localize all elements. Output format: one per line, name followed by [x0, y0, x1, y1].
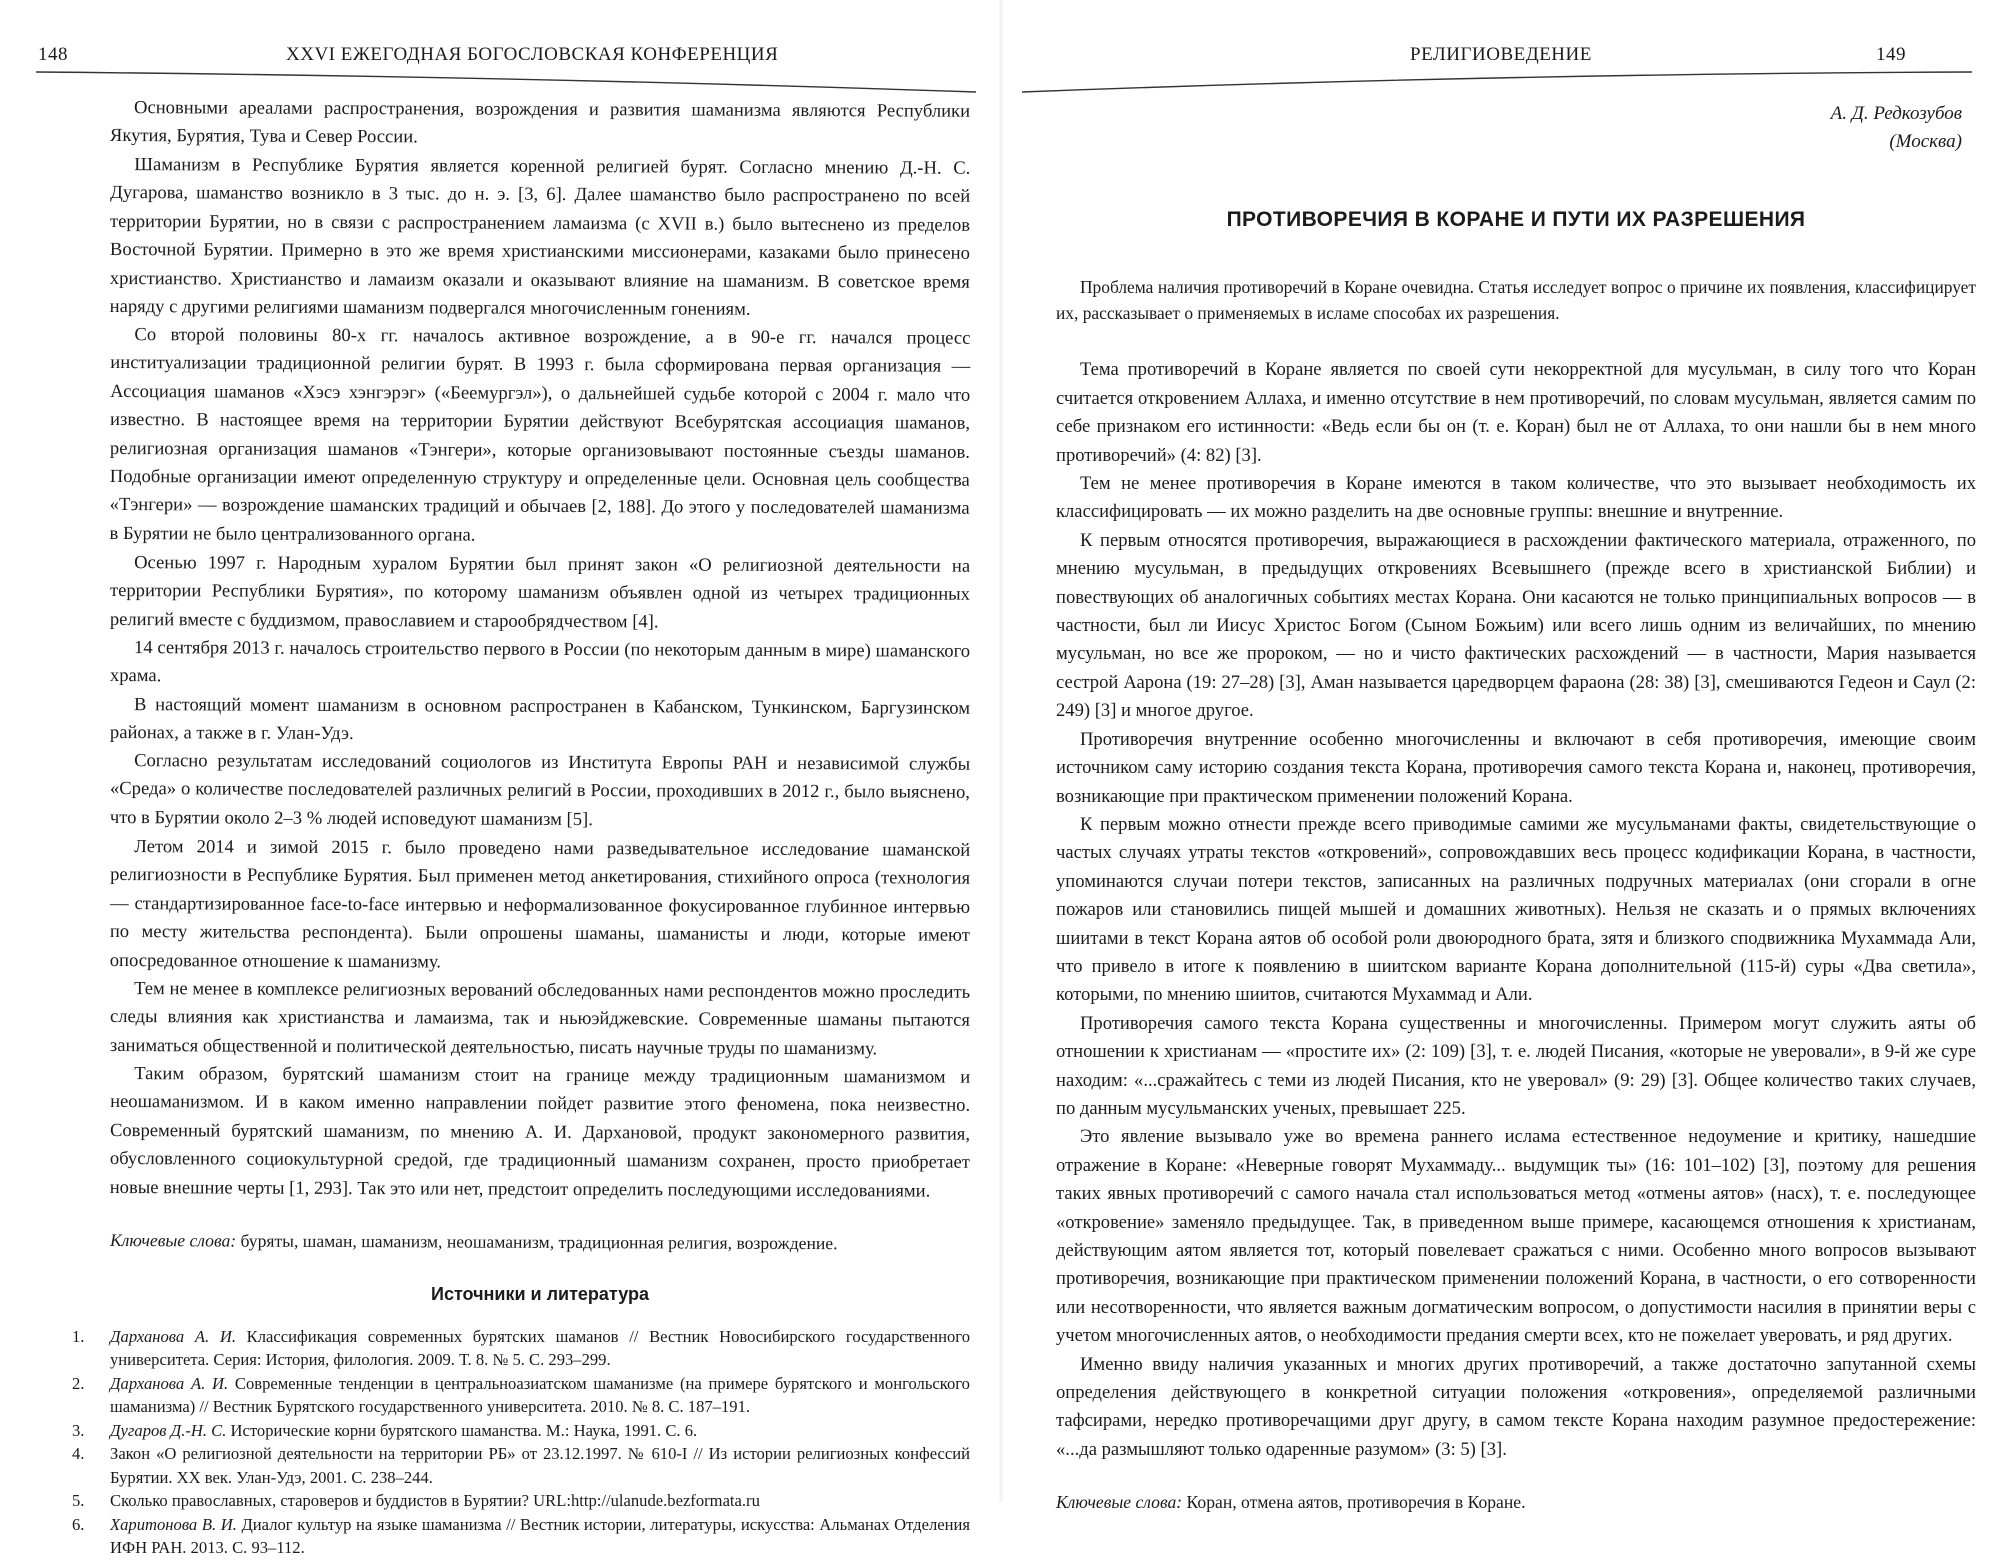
paragraph: Основными ареалами распространения, возрождения и развития шаманизма являются Республики Якутия, Бурятия, Тува и Север России.: [109, 97, 971, 148]
paragraph: Противоречия самого текста Корана существенны и многочисленны. Примером могут служить аяты об отношении к христианам — «простите их» (2: 109) [3], т. е. людей Писания, «которые не уверовали», в 9-й же суре находим: «...сражайтесь с теми из людей Писания, кто не уверовал» (9: 29) [3]. Общее количество таких случаев, по данным мусульманских ученых, превышает 225.: [1056, 1012, 1976, 1119]
keywords: [1056, 1488, 1976, 1516]
keywords-text: буряты, шаман, шаманизм, неошаманизм, традиционная религия, возрождение.: [236, 1230, 838, 1254]
author-name: А. Д. Редкозубов: [1830, 103, 1962, 124]
author-city: (Москва): [1889, 131, 1962, 152]
paragraph: Летом 2014 и зимой 2015 г. было проведено нами разведывательное исследование шаманской религиозности в Республике Бурятия. Был применен метод анкетирования, стихийного опроса (технология — стандартизированное face-to-face интервью и неформализованное фокусированное глубинное интервью по месту жительства респондента). Были опрошены шаманы, шаманисты и люди, которые имеют опосредованное отношение к шаманизму.: [109, 835, 971, 972]
paragraph: Именно ввиду наличия указанных и многих других противоречий, а также достаточно запутанной схемы определения действующего в конкретной ситуации положения «откровения», определяемой различными тафсирами, нередко противоречащими друг другу, в самом тексте Корана находим разумное предостережение: «...да размышляют только одаренные разумом» (3: 5) [3].: [1056, 1353, 1976, 1460]
running-title: XXVI ЕЖЕГОДНАЯ БОГОСЛОВСКАЯ КОНФЕРЕНЦИЯ: [286, 44, 779, 65]
reference-number: 5.: [72, 1491, 85, 1511]
reference-text: Современные тенденции в центральноазиатском шаманизме (на примере бурятского и монгольского шаманизма) // Вестник Бурятского государственного университета. 2010. № 8. С. 187–191.: [110, 1373, 970, 1417]
reference-number: 4.: [72, 1444, 85, 1464]
left-page: [0, 0, 1000, 1558]
reference-text: Классификация современных бурятских шаманов // Вестник Новосибирского государственного университета. Серия: История, филология. 2009. Т. 8. № 5. С. 293–299.: [110, 1326, 970, 1370]
paragraph: Таким образом, бурятский шаманизм стоит на границе между традиционным шаманизмом и неошаманизмом. И в каком именно направлении пойдет развитие этого феномена, пока неизвестно. Современный бурятский шаманизм, по мнению А. И. Дархановой, продукт закономерного развития, обусловленного социокультурной средой, где традиционный шаманизм сохранен, просто приобретает новые внешние черты [1, 293]. Так это или нет, предстоит определить последующими исследованиями.: [109, 1062, 971, 1202]
paragraph: Со второй половины 80-х гг. началось активное возрождение, а в 90-е гг. начался процесс институализации традиционной религии бурят. В 1993 г. была сформирована первая организация — Ассоциация шаманов «Хэсэ хэнгэрэг» («Беемургэл»), о дальнейшей судьбе которой с 2004 г. мало что известно. В настоящее время на территории Бурятии действуют Всебурятская ассоциация шаманов, религиозная организация шаманов «Тэнгери», которые организовывают постоянные съезды шаманов. Подобные организации имеют определенную структуру и определенные цели. Основная цель сообщества «Тэнгери» — возрождение шаманских традиций и обычаев [2, 188]. До этого у последователей шаманизма в Бурятии не было централизованного органа.: [109, 324, 971, 546]
reference-author: Дарханова А. И.: [110, 1373, 229, 1393]
reference-text: Сколько православных, староверов и буддистов в Бурятии? URL:http://ulanude.bezformata.ru: [110, 1491, 760, 1511]
paragraph: К первым можно отнести прежде всего приводимые самими же мусульманами факты, свидетельствующие о частых случаях утраты текстов «откровений», сопровождавших весь процесс кодификации Корана, в частности, упоминаются случаи потери текстов, записанных на различных подручных материалах (они сгорали в огне пожаров или становились пищей мышей и домашних животных). Нельзя не сказать и о прямых включениях шиитами в текст Корана аятов об особой роли двоюродного брата, зятя и близкого сподвижника Мухаммада Али, что привело в итоге к появлению в шиитском варианте Корана дополнительной (115-й) суры «Два светила», которыми, по мнению шиитов, считаются Мухаммад и Али.: [1056, 813, 1976, 1006]
right-body: [1056, 100, 1976, 1517]
keywords: [110, 1226, 970, 1258]
reference-number: 2.: [72, 1373, 85, 1393]
reference-number: 1.: [72, 1326, 85, 1346]
reference-item: [72, 1325, 970, 1372]
paragraph: Тема противоречий в Коране является по своей сути некорректной для мусульман, в силу того что Коран считается откровением Аллаха, и именно отсутствие в нем противоречий, по словам мусульман, является самим по себе признаком его истинности: «Ведь если бы он (т. е. Коран) был не от Аллаха, то они нашли бы в нем много противоречий» (4: 82) [3].: [1056, 359, 1976, 466]
reference-author: Дарханова А. И.: [110, 1326, 236, 1346]
reference-number: 3.: [72, 1420, 85, 1440]
running-title: РЕЛИГИОВЕДЕНИЕ: [1410, 44, 1592, 65]
reference-text: Закон «О религиозной деятельности на территории РБ» от 23.12.1997. № 610-I // Из истории религиозных конфессий Бурятии. XX век. Улан-Удэ, 2001. С. 238–244.: [110, 1444, 970, 1487]
reference-text: Диалог культур на языке шаманизма // Вестник истории, литературы, искусства: Альманах Отделения ИФН РАН. 2013. С. 93–112.: [110, 1514, 971, 1558]
reference-number: 6.: [72, 1514, 85, 1534]
header-rule: [1022, 70, 1972, 94]
left-body: [72, 94, 971, 1560]
paragraph: Согласно результатам исследований социологов из Института Европы РАН и независимой службы «Среда» о количестве последователей различных религий в России, проходивших в 2012 г., было выяснено, что в Бурятии около 2–3 % людей исповедуют шаманизм [5].: [109, 750, 971, 831]
reference-author: Дугаров Д.-Н. С.: [110, 1420, 227, 1440]
right-page: [1000, 0, 2000, 1513]
reference-item: [72, 1419, 970, 1443]
paragraph: Осенью 1997 г. Народным хуралом Бурятии был принят закон «О религиозной деятельности на территории Республики Бурятия», по которому шаманизм объявлен одной из четырех традиционных религий вместе с буддизмом, православием и старообрядчеством [4].: [109, 551, 971, 632]
reference-list: [72, 1325, 971, 1560]
paragraph: Тем не менее в комплексе религиозных верований обследованных нами респондентов можно проследить следы влияния как христианства и ламаизма, так и ньюэйджевские. Современные шаманы пытаются заниматься общественной и политической деятельностью, писать научные труды по шаманизму.: [109, 977, 971, 1059]
sources-title: Источники и литература: [431, 1284, 649, 1305]
paragraph: В настоящий момент шаманизм в основном распространен в Кабанском, Тункинском, Баргузинском районах, а также в г. Улан-Удэ.: [109, 693, 971, 745]
reference-item: [72, 1372, 970, 1419]
reference-text: Исторические корни бурятского шаманства. М.: Наука, 1991. С. 6.: [226, 1420, 698, 1440]
paragraph: 14 сентября 2013 г. началось строительство первого в России (по некоторым данным в мире) шаманского храма.: [109, 636, 971, 687]
article-title: ПРОТИВОРЕЧИЯ В КОРАНЕ И ПУТИ ИХ РАЗРЕШЕНИЯ: [1226, 208, 1806, 231]
page-number: 148: [38, 44, 68, 65]
paragraph: Шаманизм в Республике Бурятия является коренной религией бурят. Согласно мнению Д.-Н. С. Дугарова, шаманство возникло в 3 тыс. до н. э. [3, 6]. Далее шаманство было распространено по всей территории Бурятии, но в связи с распространением ламаизма (с XVII в.) было вытеснено из пределов Восточной Бурятии. Примерно в это же время христианскими миссионерами, казаками было принесено христианство. Христианство и ламаизм оказали и оказывают влияние на шаманизм. В советское время наряду с другими религиями шаманизм подвергался многочисленным гонениям.: [109, 153, 971, 320]
paragraph: Противоречия внутренние особенно многочисленны и включают в себя противоречия, имеющие своим источником саму историю создания текста Корана, противоречия самого текста Корана и, наконец, противоречия, возникающие при практическом применении положений Корана.: [1056, 728, 1976, 807]
paragraph: Тем не менее противоречия в Коране имеются в таком количестве, что это вызывает необходимость их классифицировать — их можно разделить на две основные группы: внешние и внутренние.: [1056, 473, 1976, 523]
abstract: Проблема наличия противоречий в Коране очевидна. Статья исследует вопрос о причине их появления, классифицирует их, рассказывает о применяемых в исламе способах их разрешения.: [1056, 277, 1976, 324]
keywords-label: Ключевые слова:: [109, 1229, 237, 1251]
reference-author: Харитонова В. И.: [110, 1514, 237, 1534]
paragraph: Это явление вызывало уже во времена раннего ислама естественное недоумение и критику, нашедшие отражение в Коране: «Неверные говорят Мухаммаду... выдумщик ты» (16: 101–102) [3], поэтому для решения таких явных противоречий с самого начала стал использоваться метод «отмены аятов» (насх), т. е. последующее «откровение» заменяло предыдущее. Так, в приведенном выше примере, касающемся отношения к христианам, действующим аятом является тот, который повелевает сражаться с ними. Особенно много вопросов вызывают противоречия, возникающие при практическом применении положений Корана, в частности, о его сотворенности или несотворенности, что является важным догматическим вопросом, о допустимости насилия в принятии веры с учетом многочисленных аятов, о необходимости предания смерти всех, кто не пожелает уверовать, и ряд других.: [1056, 1126, 1976, 1347]
paragraph: К первым относятся противоречия, выражающиеся в расхождении фактического материала, отраженного, по мнению мусульман, в предыдущих откровениях Всевышнего (прежде всего в христианской Библии) и повествующих об аналогичных событиях местах Корана. Они касаются не только принципиальных вопросов — в частности, был ли Иисус Христос Богом (Сыном Божьим) или всего лишь одним из величайших, по мнению мусульман, но все же пророком, — но и чисто фактических расхождений — в частности, Мария называется сестрой Аарона (19: 27–28) [3], Аман называется царедворцем фараона (28: 38) [3], смешиваются Гедеон и Саул (2: 249) [3] и многое другое.: [1056, 529, 1976, 722]
reference-item: [72, 1513, 970, 1560]
keywords-label: Ключевые слова:: [1056, 1492, 1183, 1513]
header-rule: [36, 70, 976, 94]
keywords-text: Коран, отмена аятов, противоречия в Коране.: [1182, 1492, 1526, 1513]
page-number: 149: [1876, 44, 1906, 65]
reference-item: [72, 1442, 970, 1489]
